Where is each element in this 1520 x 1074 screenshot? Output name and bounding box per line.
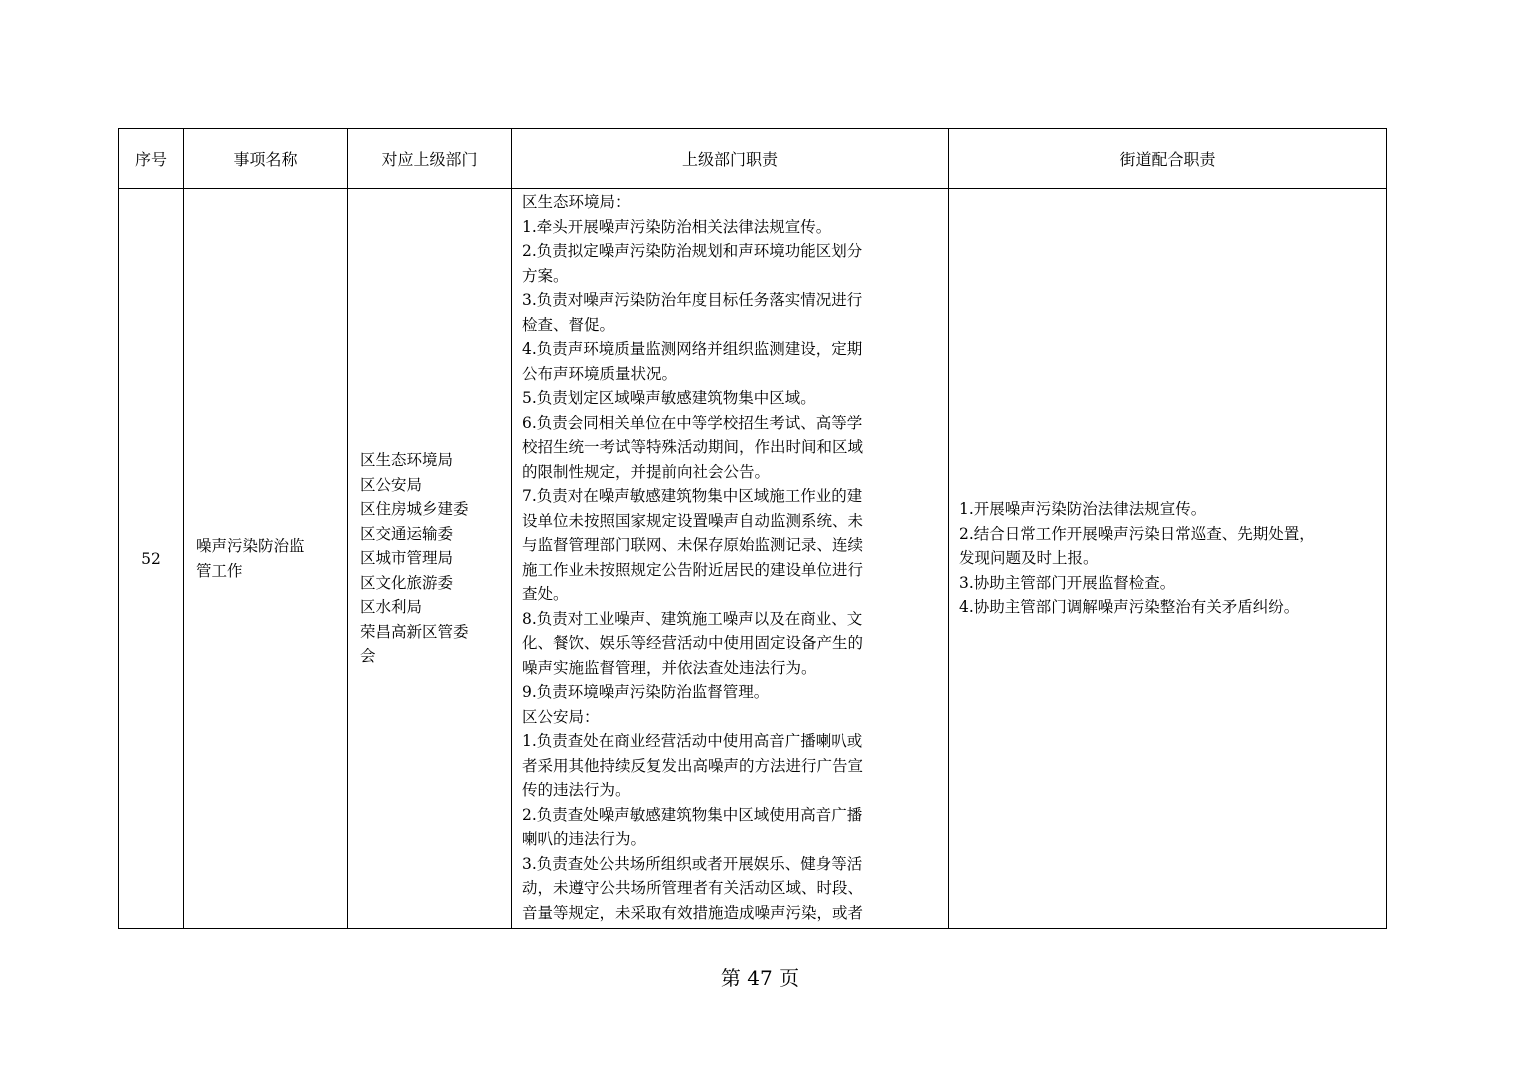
superior-duty-line: 3.负责查处公共场所组织或者开展娱乐、健身等活 [522,854,863,873]
superior-duty-line: 与监督管理部门联网、未保存原始监测记录、连续 [522,536,864,554]
department-line: 区公安局 [360,475,423,494]
superior-duty-line: 6.负责会同相关单位在中等学校招生考试、高等学 [522,413,863,432]
item-name-line: 管工作 [196,561,243,580]
department-line: 区生态环境局 [360,451,454,470]
row-number: 52 [119,189,184,929]
departments-cell [348,189,512,929]
superior-duty-line: 1.牵头开展噪声污染防治相关法律法规宣传。 [522,217,832,236]
superior-duty-line: 者采用其他持续反复发出高噪声的方法进行广告宣 [522,756,864,775]
superior-duty-line: 4.负责声环境质量监测网络并组织监测建设，定期 [522,340,863,358]
department-line: 区水利局 [360,598,423,617]
superior-duty-line: 查处。 [522,585,569,603]
table-header-row [119,129,1387,189]
superior-duty-line: 化、餐饮、娱乐等经营活动中使用固定设备产生的 [522,634,864,652]
superior-duty-line: 设单位未按照国家规定设置噪声自动监测系统、未 [522,511,864,530]
superior-duty-line: 传的违法行为。 [522,781,631,799]
superior-duty-line: 喇叭的违法行为。 [522,830,647,848]
header-street-duties: 街道配合职责 [949,129,1387,189]
superior-duty-line: 公布声环境质量状况。 [522,364,678,383]
department-line: 会 [360,647,376,666]
item-name-line: 噪声污染防治监 [196,537,305,555]
department-line: 区交通运输委 [360,524,454,543]
department-line: 荣昌高新区管委 [360,622,469,641]
street-duty-line: 1.开展噪声污染防治法律法规宣传。 [959,500,1207,519]
superior-duty-line: 校招生统一考试等特殊活动期间，作出时间和区域 [522,438,864,456]
street-duty-line: 发现问题及时上报。 [959,549,1099,568]
superior-duty-line: 区公安局： [522,707,600,726]
department-line: 区住房城乡建委 [360,500,469,519]
department-line: 区文化旅游委 [360,573,454,592]
superior-duty-line: 2.负责拟定噪声污染防治规划和声环境功能区划分 [522,242,863,260]
header-superior-department: 对应上级部门 [348,129,512,189]
header-number: 序号 [119,129,184,189]
superior-duty-line: 7.负责对在噪声敏感建筑物集中区域施工作业的建 [522,487,863,505]
page-number: 第 47 页 [720,966,800,990]
street-duty-line: 4.协助主管部门调解噪声污染整治有关矛盾纠纷。 [959,598,1300,617]
header-item-name: 事项名称 [184,129,348,189]
duties-table [118,128,1387,929]
superior-duty-line: 8.负责对工业噪声、建筑施工噪声以及在商业、文 [522,609,863,628]
superior-duty-line: 1.负责查处在商业经营活动中使用高音广播喇叭或 [522,732,863,750]
superior-duties-cell [512,189,949,929]
superior-duty-line: 音量等规定，未采取有效措施造成噪声污染，或者 [522,903,864,922]
superior-duty-line: 噪声实施监督管理，并依法查处违法行为。 [522,658,817,677]
item-name-cell [184,189,348,929]
superior-duty-line: 3.负责对噪声污染防治年度目标任务落实情况进行 [522,291,863,309]
department-line: 区城市管理局 [360,549,454,568]
table-row [119,189,1387,929]
superior-duty-line: 2.负责查处噪声敏感建筑物集中区域使用高音广播 [522,805,863,824]
superior-duty-line: 检查、督促。 [522,315,616,334]
header-superior-duties: 上级部门职责 [512,129,949,189]
superior-duty-line: 9.负责环境噪声污染防治监督管理。 [522,683,770,701]
superior-duty-line: 施工作业未按照规定公告附近居民的建设单位进行 [522,560,864,579]
superior-duty-line: 区生态环境局： [522,193,631,211]
superior-duty-line: 的限制性规定，并提前向社会公告。 [522,462,771,481]
street-duties-cell [949,189,1387,929]
street-duty-line: 2.结合日常工作开展噪声污染日常巡查、先期处置， [959,524,1315,543]
superior-duty-line: 5.负责划定区域噪声敏感建筑物集中区域。 [522,389,816,407]
street-duty-line: 3.协助主管部门开展监督检查。 [959,573,1176,592]
superior-duty-line: 方案。 [522,266,569,285]
superior-duty-line: 动，未遵守公共场所管理者有关活动区域、时段、 [522,879,864,897]
